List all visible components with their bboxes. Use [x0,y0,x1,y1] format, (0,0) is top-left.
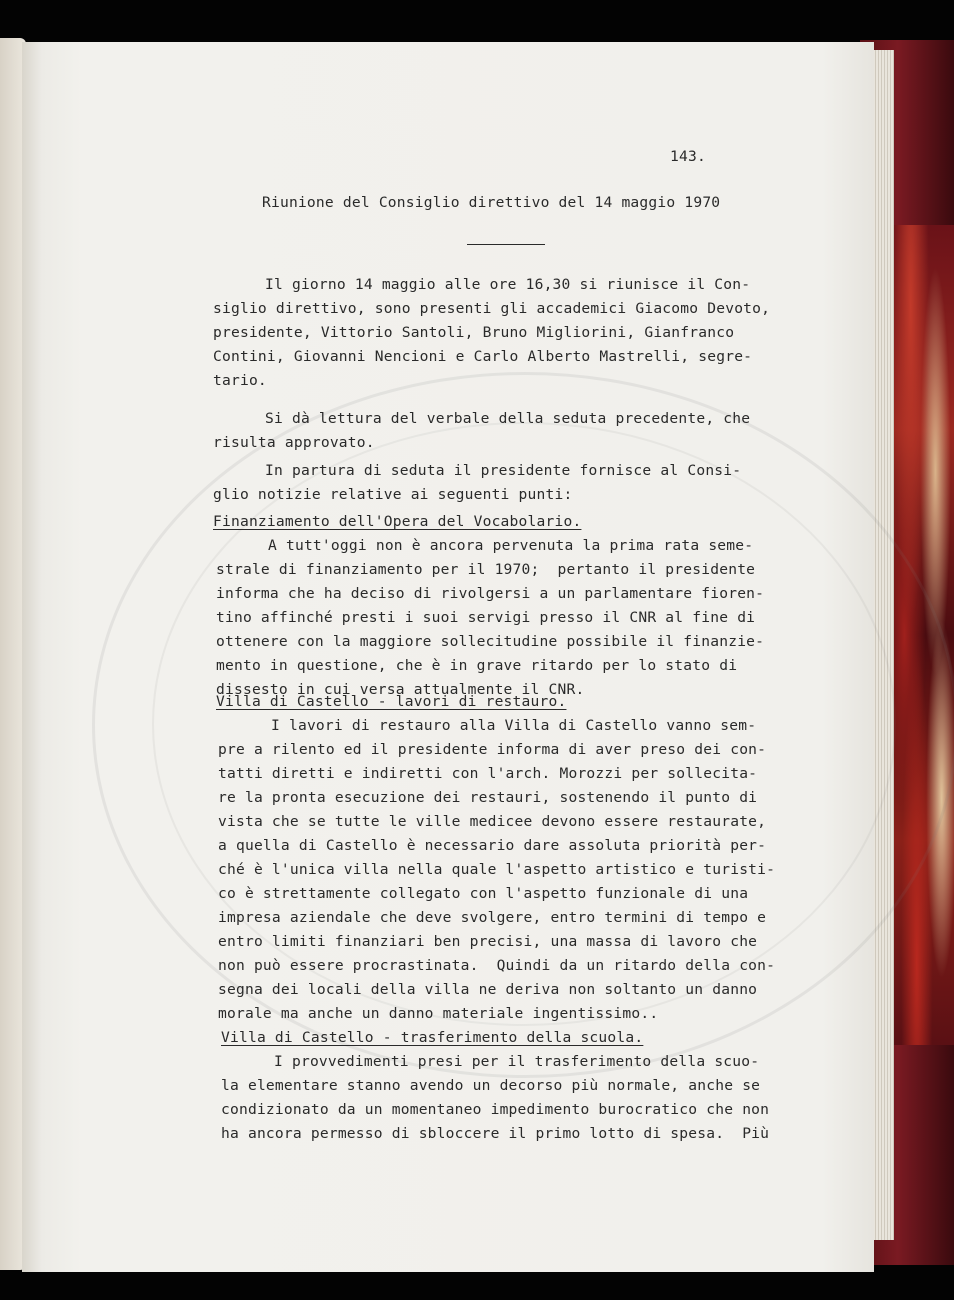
text-line: impresa aziendale che deve svolgere, entro termini di tempo e [218,909,767,926]
text-line: glio notizie relative ai seguenti punti: [213,486,573,503]
text-line: Contini, Giovanni Nencioni e Carlo Alberto Mastrelli, segre- [213,348,753,365]
section-heading: Finanziamento dell'Opera del Vocabolario. [213,513,582,530]
text-line: siglio direttivo, sono presenti gli accademici Giacomo Devoto, [213,300,771,317]
text-line: Si dà lettura del verbale della seduta precedente, che [265,410,751,427]
text-line: tario. [213,372,267,389]
section-heading: Villa di Castello - trasferimento della scuola. [221,1029,644,1046]
text-line: ottenere con la maggiore sollecitudine possibile il finanzie- [216,633,765,650]
text-line: mento in questione, che è in grave ritardo per lo stato di [216,657,738,674]
text-line: ha ancora permesso di sbloccere il primo lotto di spesa. Più [221,1125,770,1142]
text-line: informa che ha deciso di rivolgersi a un parlamentare fioren- [216,585,765,602]
text-line: la elementare stanno avendo un decorso più normale, anche se [221,1077,761,1094]
text-line: Il giorno 14 maggio alle ore 16,30 si riunisce il Con- [265,276,751,293]
text-line: morale ma anche un danno materiale ingentissimo.. [218,1005,659,1022]
text-line: presidente, Vittorio Santoli, Bruno Migliorini, Gianfranco [213,324,735,341]
section-heading: Villa di Castello - lavori di restauro. [216,693,567,710]
page-title: Riunione del Consiglio direttivo del 14 maggio 1970 [262,194,721,211]
text-line: pre a rilento ed il presidente informa di aver preso dei con- [218,741,767,758]
text-line: In partura di seduta il presidente fornisce al Consi- [265,462,742,479]
text-line: a quella di Castello è necessario dare assoluta priorità per- [218,837,767,854]
text-line: segna dei locali della villa ne deriva non soltanto un danno [218,981,758,998]
text-line: dissesto in cui versa attualmente il CNR. [216,681,585,698]
text-line: tino affinché presti i suoi servigi presso il CNR al fine di [216,609,756,626]
text-line: re la pronta esecuzione dei restauri, sostenendo il punto di [218,789,758,806]
text-line: entro limiti finanziari ben precisi, una massa di lavoro che [218,933,758,950]
text-line: A tutt'oggi non è ancora pervenuta la prima rata seme- [268,537,754,554]
page-number: 143. [670,148,706,165]
text-line: co è strettamente collegato con l'aspetto funzionale di una [218,885,749,902]
title-rule [467,244,545,245]
text-line: condizionato da un momentaneo impedimento burocratico che non [221,1101,770,1118]
text-line: I provvedimenti presi per il trasferimento della scuo- [274,1053,760,1070]
text-line: risulta approvato. [213,434,375,451]
text-line: vista che se tutte le ville medicee devono essere restaurate, [218,813,767,830]
text-line: I lavori di restauro alla Villa di Castello vanno sem- [271,717,757,734]
text-line: tatti diretti e indiretti con l'arch. Morozzi per sollecita- [218,765,758,782]
text-line: non può essere procrastinata. Quindi da un ritardo della con- [218,957,776,974]
text-line: strale di finanziamento per il 1970; pertanto il presidente [216,561,756,578]
text-line: ché è l'unica villa nella quale l'aspetto artistico e turisti- [218,861,776,878]
